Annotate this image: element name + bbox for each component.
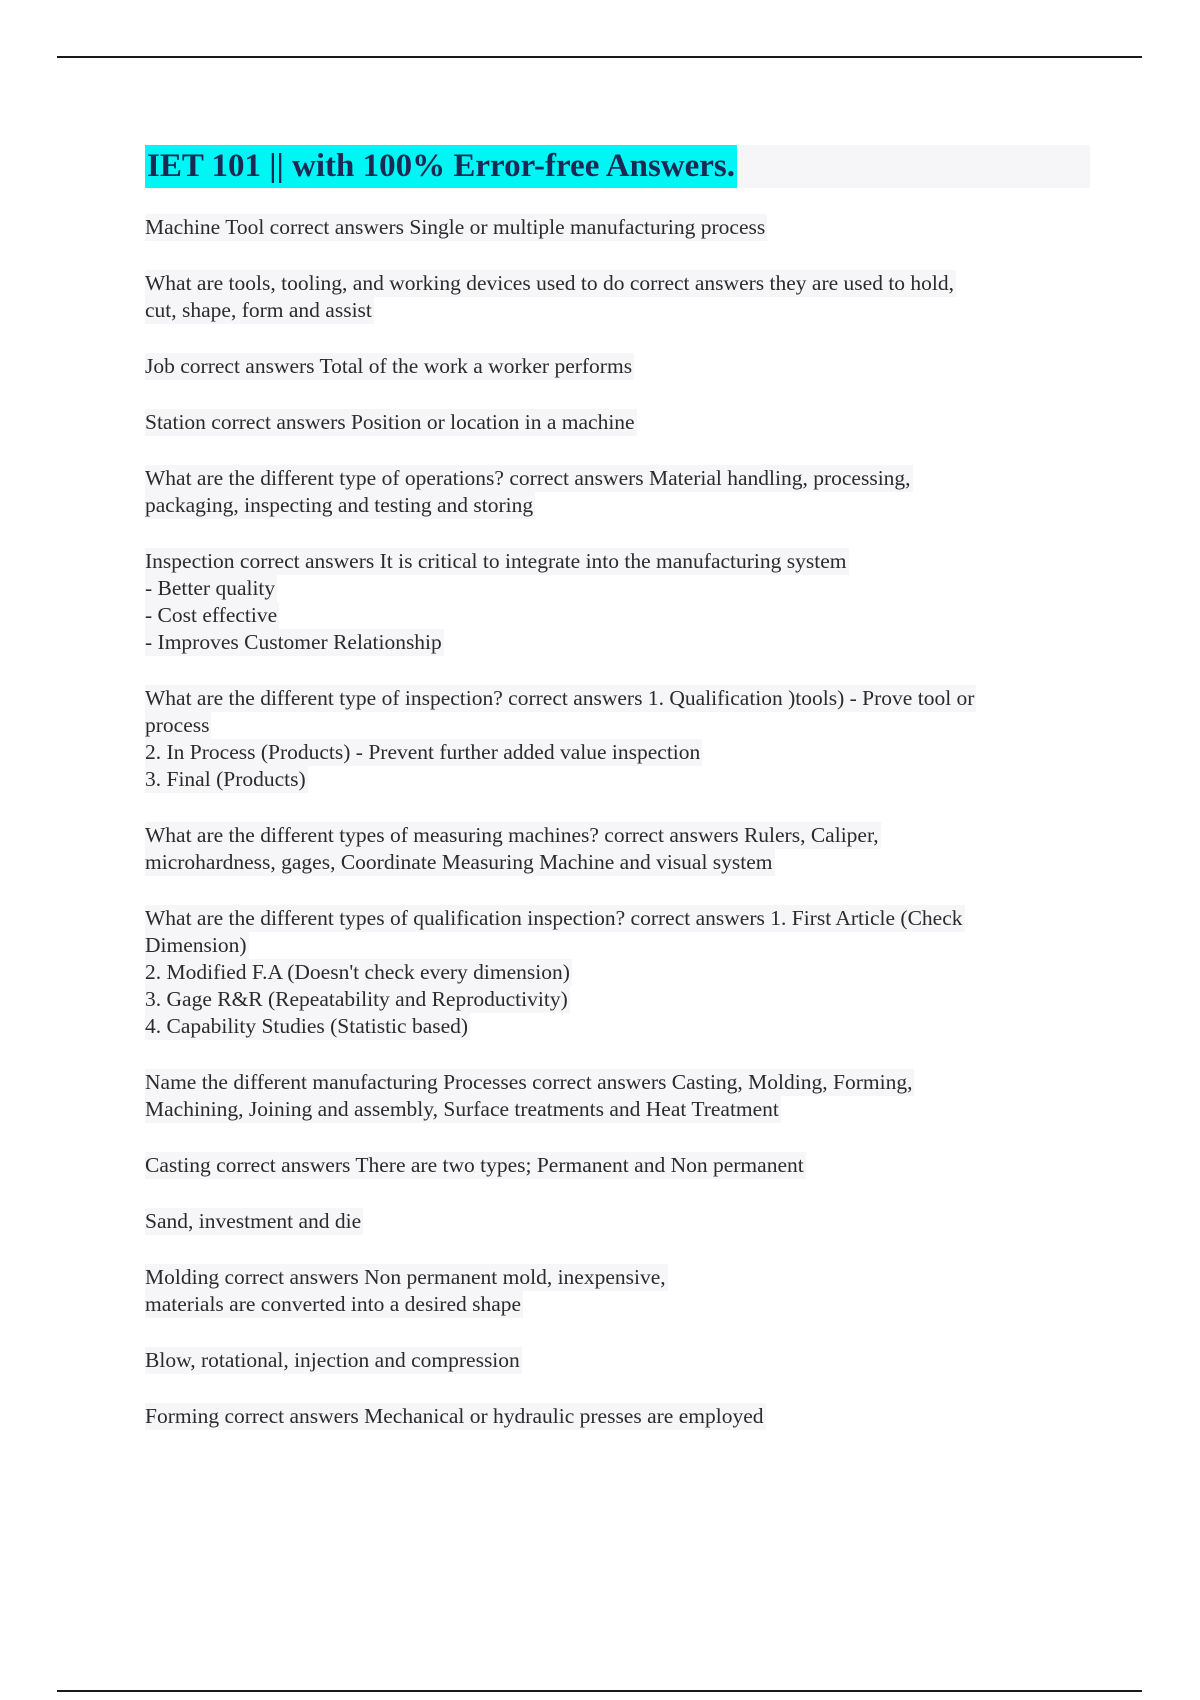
qa-text-line: Machining, Joining and assembly, Surface treatments and Heat Treatment (145, 1097, 779, 1121)
qa-text-line: process (145, 713, 210, 737)
qa-text-line: Inspection correct answers It is critical to integrate into the manufacturing system (145, 549, 847, 573)
qa-entry (145, 1264, 1090, 1318)
qa-entry (145, 822, 1090, 876)
qa-entry (145, 1403, 1090, 1430)
qa-text-line: Blow, rotational, injection and compression (145, 1348, 520, 1372)
qa-text-line: 2. In Process (Products) - Prevent further added value inspection (145, 740, 701, 764)
qa-list (145, 214, 1090, 1430)
qa-text-line: 4. Capability Studies (Statistic based) (145, 1014, 469, 1038)
qa-text-line: cut, shape, form and assist (145, 298, 372, 322)
qa-entry (145, 214, 1090, 241)
qa-text-line: Molding correct answers Non permanent mold, inexpensive, (145, 1265, 666, 1289)
document-title: IET 101 || with 100% Error-free Answers. (145, 145, 737, 188)
qa-text-line: packaging, inspecting and testing and storing (145, 493, 534, 517)
qa-text-line: What are the different type of operations? correct answers Material handling, processing, (145, 466, 911, 490)
qa-text-line: Sand, investment and die (145, 1209, 362, 1233)
qa-text-line: What are the different types of measuring machines? correct answers Rulers, Caliper, (145, 823, 879, 847)
qa-text-line: Machine Tool correct answers Single or multiple manufacturing process (145, 215, 766, 239)
qa-text-line: Forming correct answers Mechanical or hydraulic presses are employed (145, 1404, 764, 1428)
qa-entry (145, 270, 1090, 324)
qa-text-line: Job correct answers Total of the work a worker performs (145, 354, 633, 378)
qa-text-line: Dimension) (145, 933, 247, 957)
qa-entry (145, 409, 1090, 436)
qa-text-line: - Better quality (145, 576, 276, 600)
qa-text-line: microhardness, gages, Coordinate Measuring Machine and visual system (145, 850, 773, 874)
qa-text-line: Casting correct answers There are two types; Permanent and Non permanent (145, 1153, 804, 1177)
qa-text-line: 2. Modified F.A (Doesn't check every dimension) (145, 960, 570, 984)
qa-text-line: 3. Gage R&R (Repeatability and Reproductivity) (145, 987, 568, 1011)
qa-text-line: What are the different types of qualification inspection? correct answers 1. First Article (Check (145, 906, 963, 930)
top-rule (57, 56, 1142, 58)
qa-text-line: Station correct answers Position or location in a machine (145, 410, 635, 434)
qa-text-line: Name the different manufacturing Processes correct answers Casting, Molding, Forming, (145, 1070, 913, 1094)
qa-entry (145, 1069, 1090, 1123)
bottom-rule (57, 1690, 1142, 1692)
qa-text-line: materials are converted into a desired shape (145, 1292, 522, 1316)
document-body (145, 145, 1090, 1459)
qa-text-line: - Cost effective (145, 603, 278, 627)
qa-entry (145, 353, 1090, 380)
qa-text-line: 3. Final (Products) (145, 767, 306, 791)
qa-entry (145, 465, 1090, 519)
qa-entry (145, 1347, 1090, 1374)
title-band (145, 145, 1090, 188)
qa-text-line: What are tools, tooling, and working devices used to do correct answers they are used to hold, (145, 271, 955, 295)
qa-text-line: - Improves Customer Relationship (145, 630, 442, 654)
qa-entry (145, 1152, 1090, 1179)
qa-entry (145, 905, 1090, 1040)
qa-entry (145, 685, 1090, 793)
qa-text-line: What are the different type of inspection? correct answers 1. Qualification )tools) - Prove tool or (145, 686, 975, 710)
qa-entry (145, 548, 1090, 656)
qa-entry (145, 1208, 1090, 1235)
